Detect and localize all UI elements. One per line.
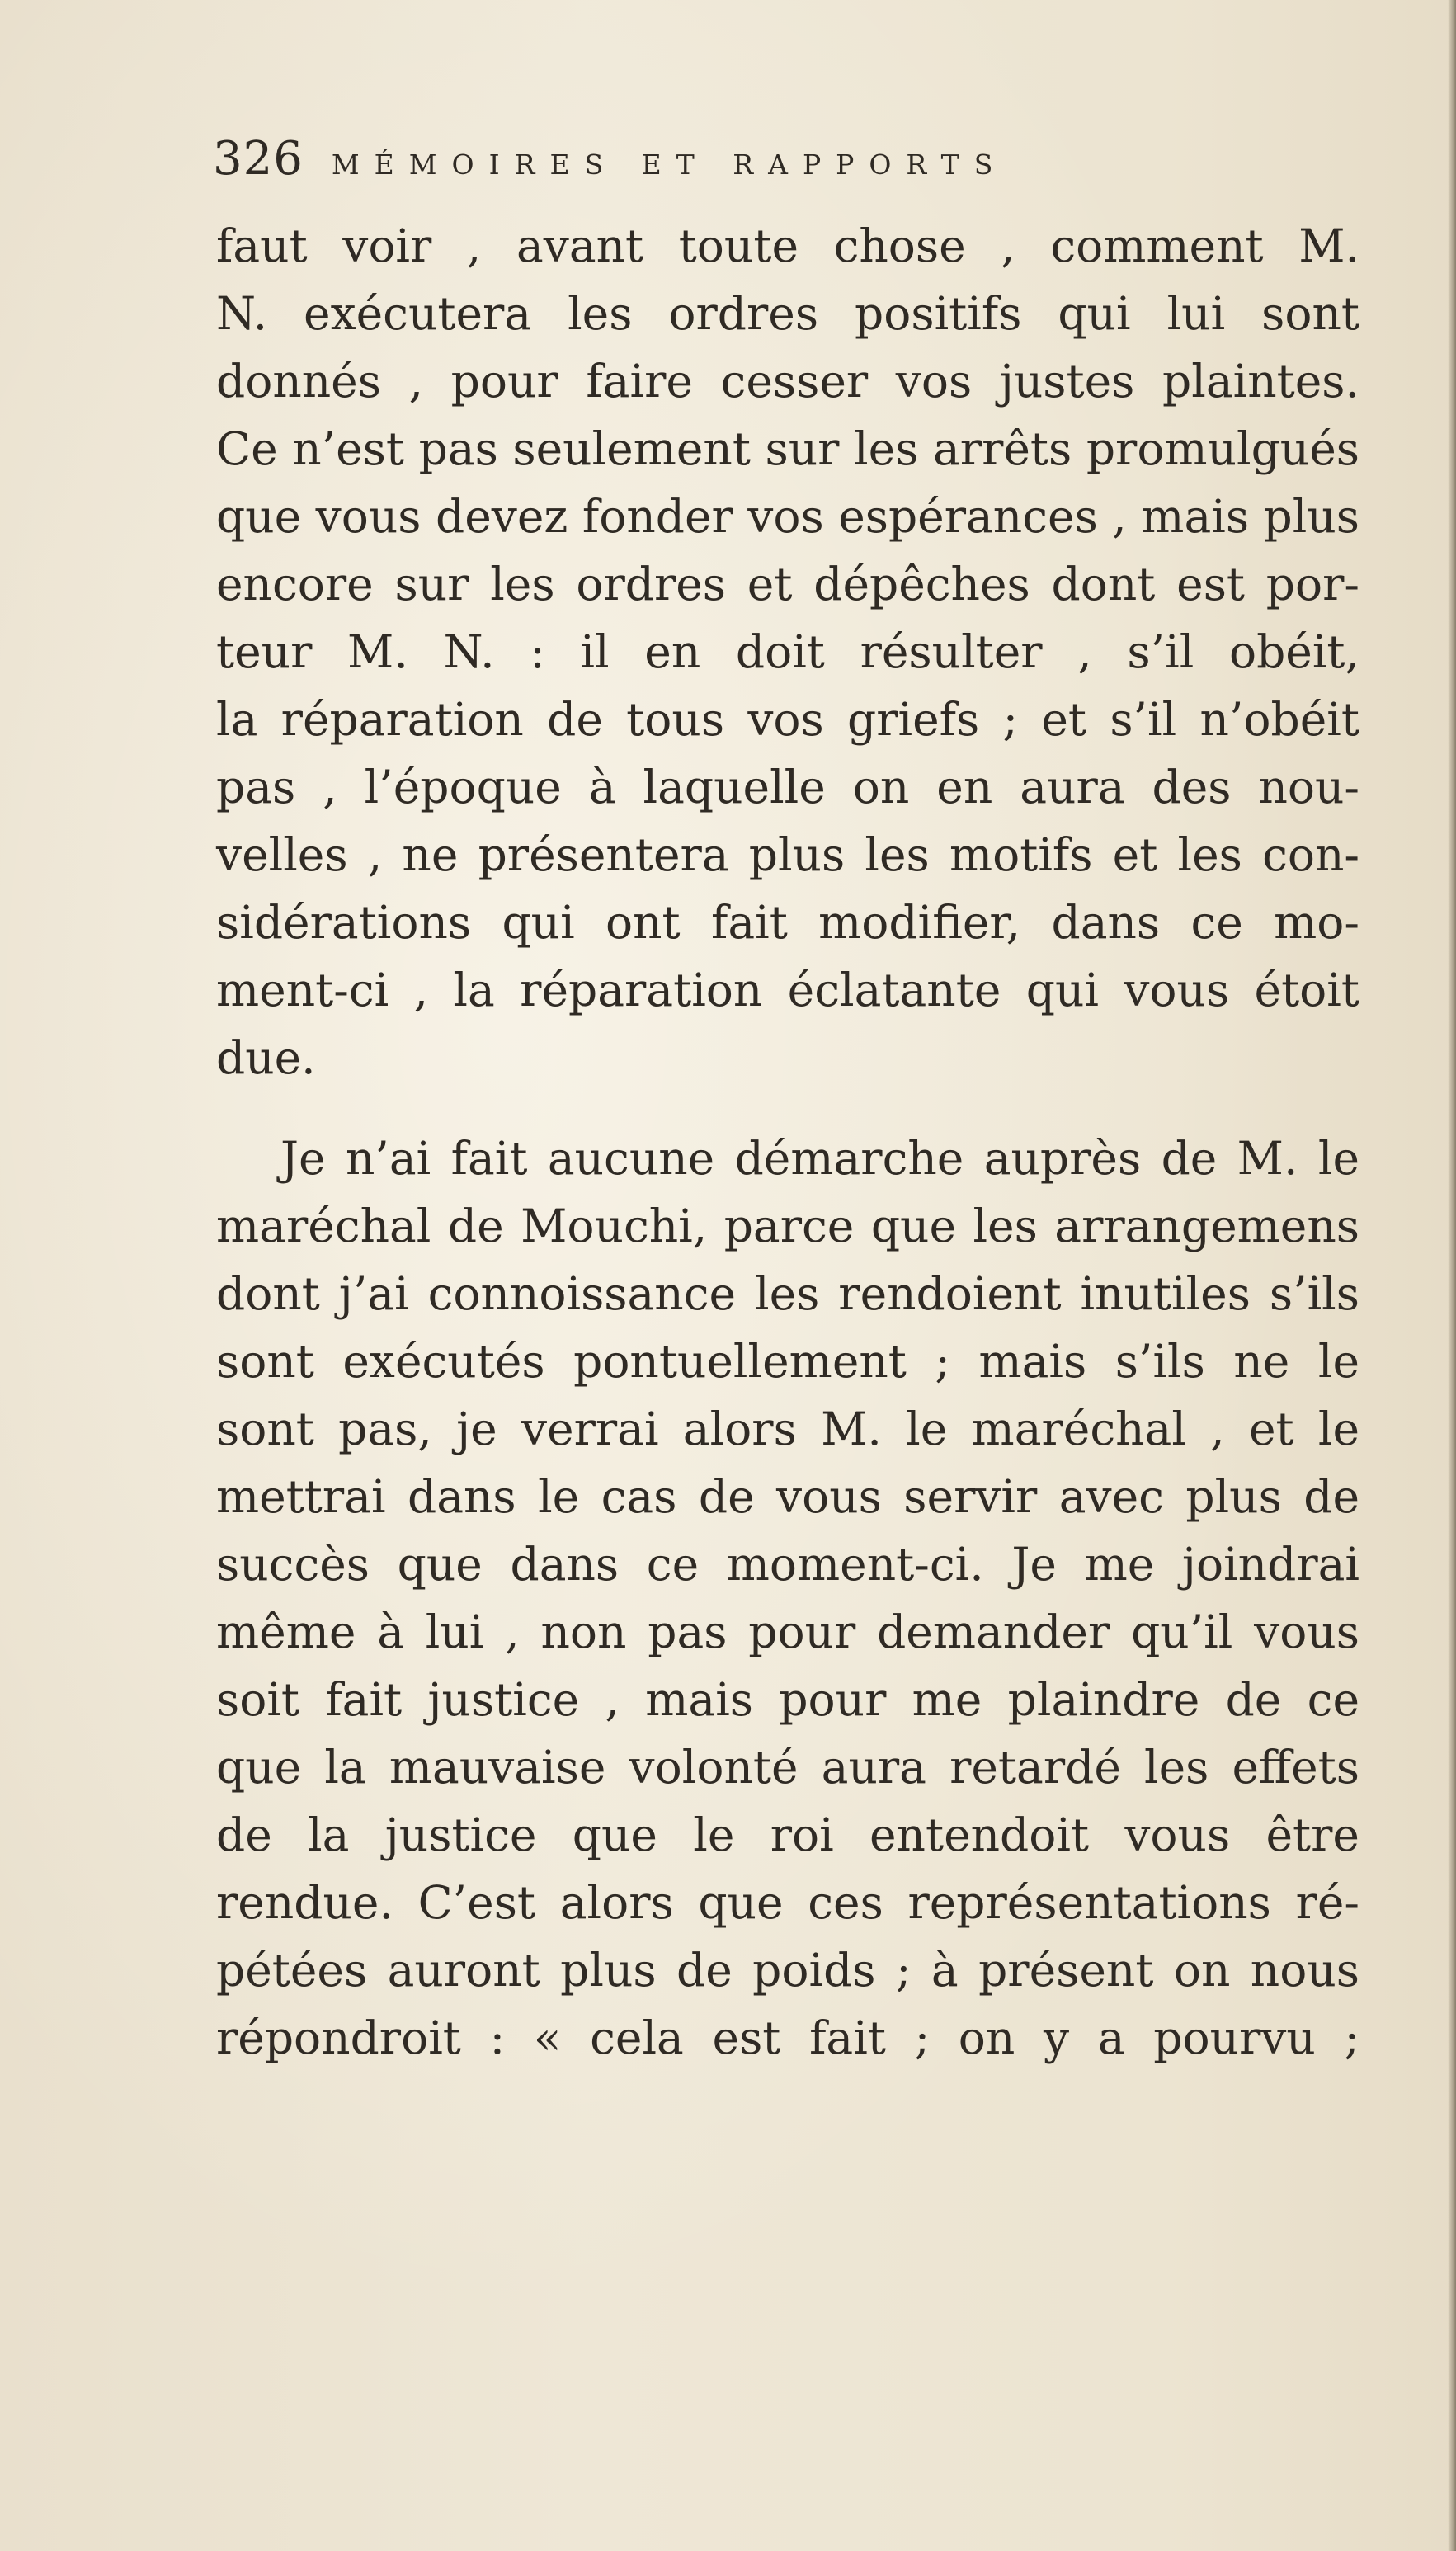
text-line: pétées auront plus de poids ; à présent on nous xyxy=(216,1944,1359,1997)
text-line: N. exécutera les ordres positifs qui lui sont xyxy=(216,287,1359,340)
text-line: maréchal de Mouchi, parce que les arrangemens xyxy=(216,1200,1359,1252)
text-line: encore sur les ordres et dépêches dont est por- xyxy=(216,558,1359,611)
text-line: rendue. C’est alors que ces représentations ré- xyxy=(216,1876,1359,1929)
text-line: sidérations qui ont fait modifier, dans ce mo- xyxy=(216,896,1359,949)
running-title: MÉMOIRES ET RAPPORTS xyxy=(331,149,1008,181)
text-line: donnés , pour faire cesser vos justes plaintes. xyxy=(216,355,1359,408)
text-line: Je n’ai fait aucune démarche auprès de M. le xyxy=(280,1132,1359,1185)
text-line: teur M. N. : il en doit résulter , s’il obéit, xyxy=(216,625,1359,678)
page-edge-shadow xyxy=(1448,0,1456,2551)
text-line: mettrai dans le cas de vous servir avec plus de xyxy=(216,1470,1359,1523)
text-line: la réparation de tous vos griefs ; et s’il n’obéit xyxy=(216,693,1359,746)
text-line: due. xyxy=(216,1031,316,1084)
text-line: Ce n’est pas seulement sur les arrêts promulgués xyxy=(216,422,1359,475)
text-line: sont pas, je verrai alors M. le maréchal , et le xyxy=(216,1403,1359,1455)
text-line: faut voir , avant toute chose , comment M. xyxy=(216,219,1359,272)
text-line: de la justice que le roi entendoit vous être xyxy=(216,1808,1359,1861)
text-line: velles , ne présentera plus les motifs et les con- xyxy=(216,828,1359,881)
text-line: que vous devez fonder vos espérances , mais plus xyxy=(216,490,1359,543)
text-line: pas , l’époque à laquelle on en aura des nou- xyxy=(216,761,1359,813)
text-line: succès que dans ce moment-ci. Je me joindrai xyxy=(216,1538,1359,1591)
text-line: répondroit : « cela est fait ; on y a pourvu ; xyxy=(216,2011,1359,2064)
text-line: même à lui , non pas pour demander qu’il vous xyxy=(216,1606,1359,1658)
text-line: dont j’ai connoissance les rendoient inutiles s’ils xyxy=(216,1267,1359,1320)
text-line: ment-ci , la réparation éclatante qui vous étoit xyxy=(216,964,1359,1016)
text-line: soit fait justice , mais pour me plaindre de ce xyxy=(216,1673,1359,1726)
text-line: sont exécutés pontuellement ; mais s’ils ne le xyxy=(216,1335,1359,1388)
text-line: que la mauvaise volonté aura retardé les effets xyxy=(216,1741,1359,1794)
page-header xyxy=(213,132,1285,198)
page-number: 326 xyxy=(213,132,304,186)
